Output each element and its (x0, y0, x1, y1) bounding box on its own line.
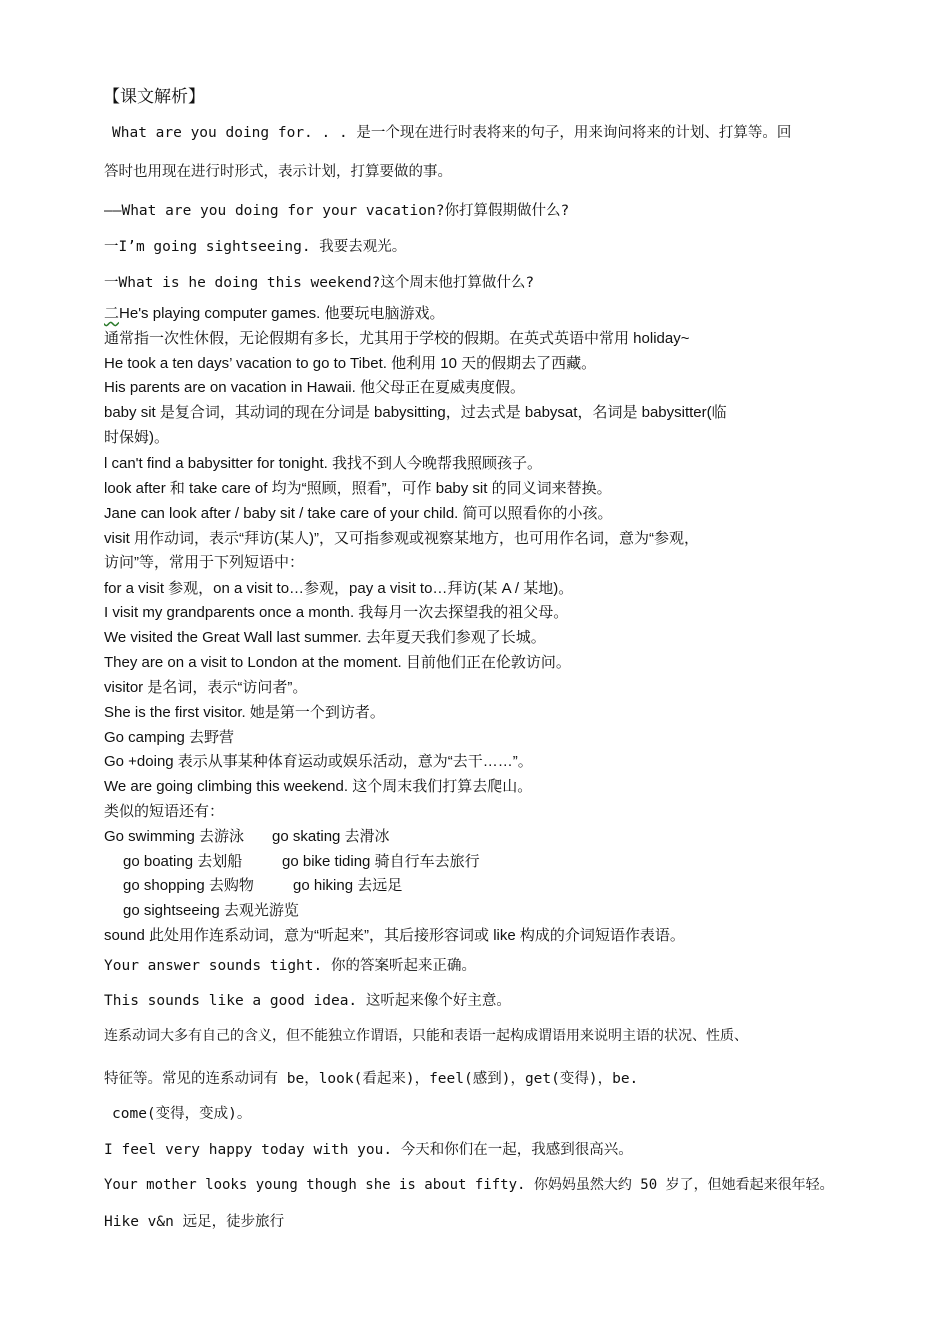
text-line: Your answer sounds tight. 你的答案听起来正确。 (104, 958, 476, 974)
text-line: visitor 是名词，表示“访问者”。 (104, 679, 308, 696)
dialogue-dash: 二 (104, 305, 120, 322)
text-line: l can't find a babysitter for tonight. 我找不到人今晚帮我照顾孩子。 (104, 455, 542, 472)
text-line: 一I’m going sightseeing. 我要去观光。 (104, 239, 407, 255)
section-title: 【课文解析】 (103, 87, 205, 107)
text-line: She is the first visitor. 她是第一个到访者。 (104, 704, 385, 721)
text-line (104, 302, 444, 323)
text-line: 连系动词大多有自己的含义，但不能独立作谓语，只能和表语一起构成谓语用来说明主语的状况、性质、 (104, 1028, 748, 1044)
text-line: sound 此处用作连系动词，意为“听起来”，其后接形容词或 like 构成的介词短语作表语。 (104, 927, 685, 944)
text-line: 答时也用现在进行时形式，表示计划，打算要做的事。 (104, 164, 452, 180)
text-line: This sounds like a good idea. 这听起来像个好主意。 (104, 993, 511, 1009)
text-line-content: He's playing computer games. 他要玩电脑游戏。 (119, 305, 445, 322)
text-line: come(变得，变成)。 (112, 1106, 252, 1122)
text-line: 类似的短语还有： (104, 803, 225, 820)
phrase-item: go sightseeing 去观光游览 (123, 902, 299, 919)
phrase-item: go skating 去滑冰 (272, 828, 390, 845)
text-line: 时保姆)。 (104, 429, 169, 446)
text-line: baby sit 是复合词，其动词的现在分词是 babysitting，过去式是 babysat，名词是 babysitter(临 (104, 404, 727, 421)
text-line: Jane can look after / baby sit / take care of your child. 简可以照看你的小孩。 (104, 505, 613, 522)
phrase-item: go bike tiding 骑自行车去旅行 (282, 853, 480, 870)
text-line: I visit my grandparents once a month. 我每月一次去探望我的祖父母。 (104, 604, 569, 621)
text-line: Go camping 去野营 (104, 729, 235, 746)
text-line: He took a ten days’ vacation to go to Tibet. 他利用 10 天的假期去了西藏。 (104, 355, 597, 372)
text-line: We are going climbing this weekend. 这个周末我们打算去爬山。 (104, 778, 533, 795)
text-line: I feel very happy today with you. 今天和你们在一起，我感到很高兴。 (104, 1142, 633, 1158)
text-line: 一What is he doing this weekend?这个周末他打算做什么? (104, 275, 535, 291)
phrase-item: Go swimming 去游泳 (104, 828, 245, 845)
text-line: Your mother looks young though she is about fifty. 你妈妈虽然大约 50 岁了，但她看起来很年轻。 (104, 1177, 834, 1193)
phrase-item: go shopping 去购物 (123, 877, 254, 894)
text-line: 特征等。常见的连系动词有 be，look(看起来)，feel(感到)，get(变得)，be. (104, 1071, 639, 1087)
text-line: We visited the Great Wall last summer. 去年夏天我们参观了长城。 (104, 629, 546, 646)
text-line: What are you doing for. . . 是一个现在进行时表将来的句子，用来询问将来的计划、打算等。回 (112, 125, 792, 141)
phrase-item: go boating 去划船 (123, 853, 243, 870)
text-line: His parents are on vacation in Hawaii. 他父母正在夏威夷度假。 (104, 379, 525, 396)
text-line: 通常指一次性休假，无论假期有多长，尤其用于学校的假期。在英式英语中常用 holiday~ (104, 330, 690, 347)
text-line: Hike v&n 远足，徒步旅行 (104, 1214, 285, 1230)
phrase-item: go hiking 去远足 (293, 877, 403, 894)
text-line: for a visit 参观，on a visit to…参观，pay a visit to…拜访(某 A / 某地)。 (104, 580, 574, 597)
text-line: 访问”等，常用于下列短语中： (104, 554, 304, 571)
text-line: They are on a visit to London at the moment. 目前他们正在伦敦访问。 (104, 654, 571, 671)
text-line: ——What are you doing for your vacation?你打算假期做什么? (104, 203, 570, 219)
text-line: look after 和 take care of 均为“照顾，照看”，可作 baby sit 的同义词来替换。 (104, 480, 612, 497)
text-line: visit 用作动词，表示“拜访(某人)”，又可指参观或视察某地方，也可用作名词，意为“参观， (104, 530, 699, 547)
text-line: Go +doing 表示从事某种体育运动或娱乐活动，意为“去干……”。 (104, 753, 533, 770)
